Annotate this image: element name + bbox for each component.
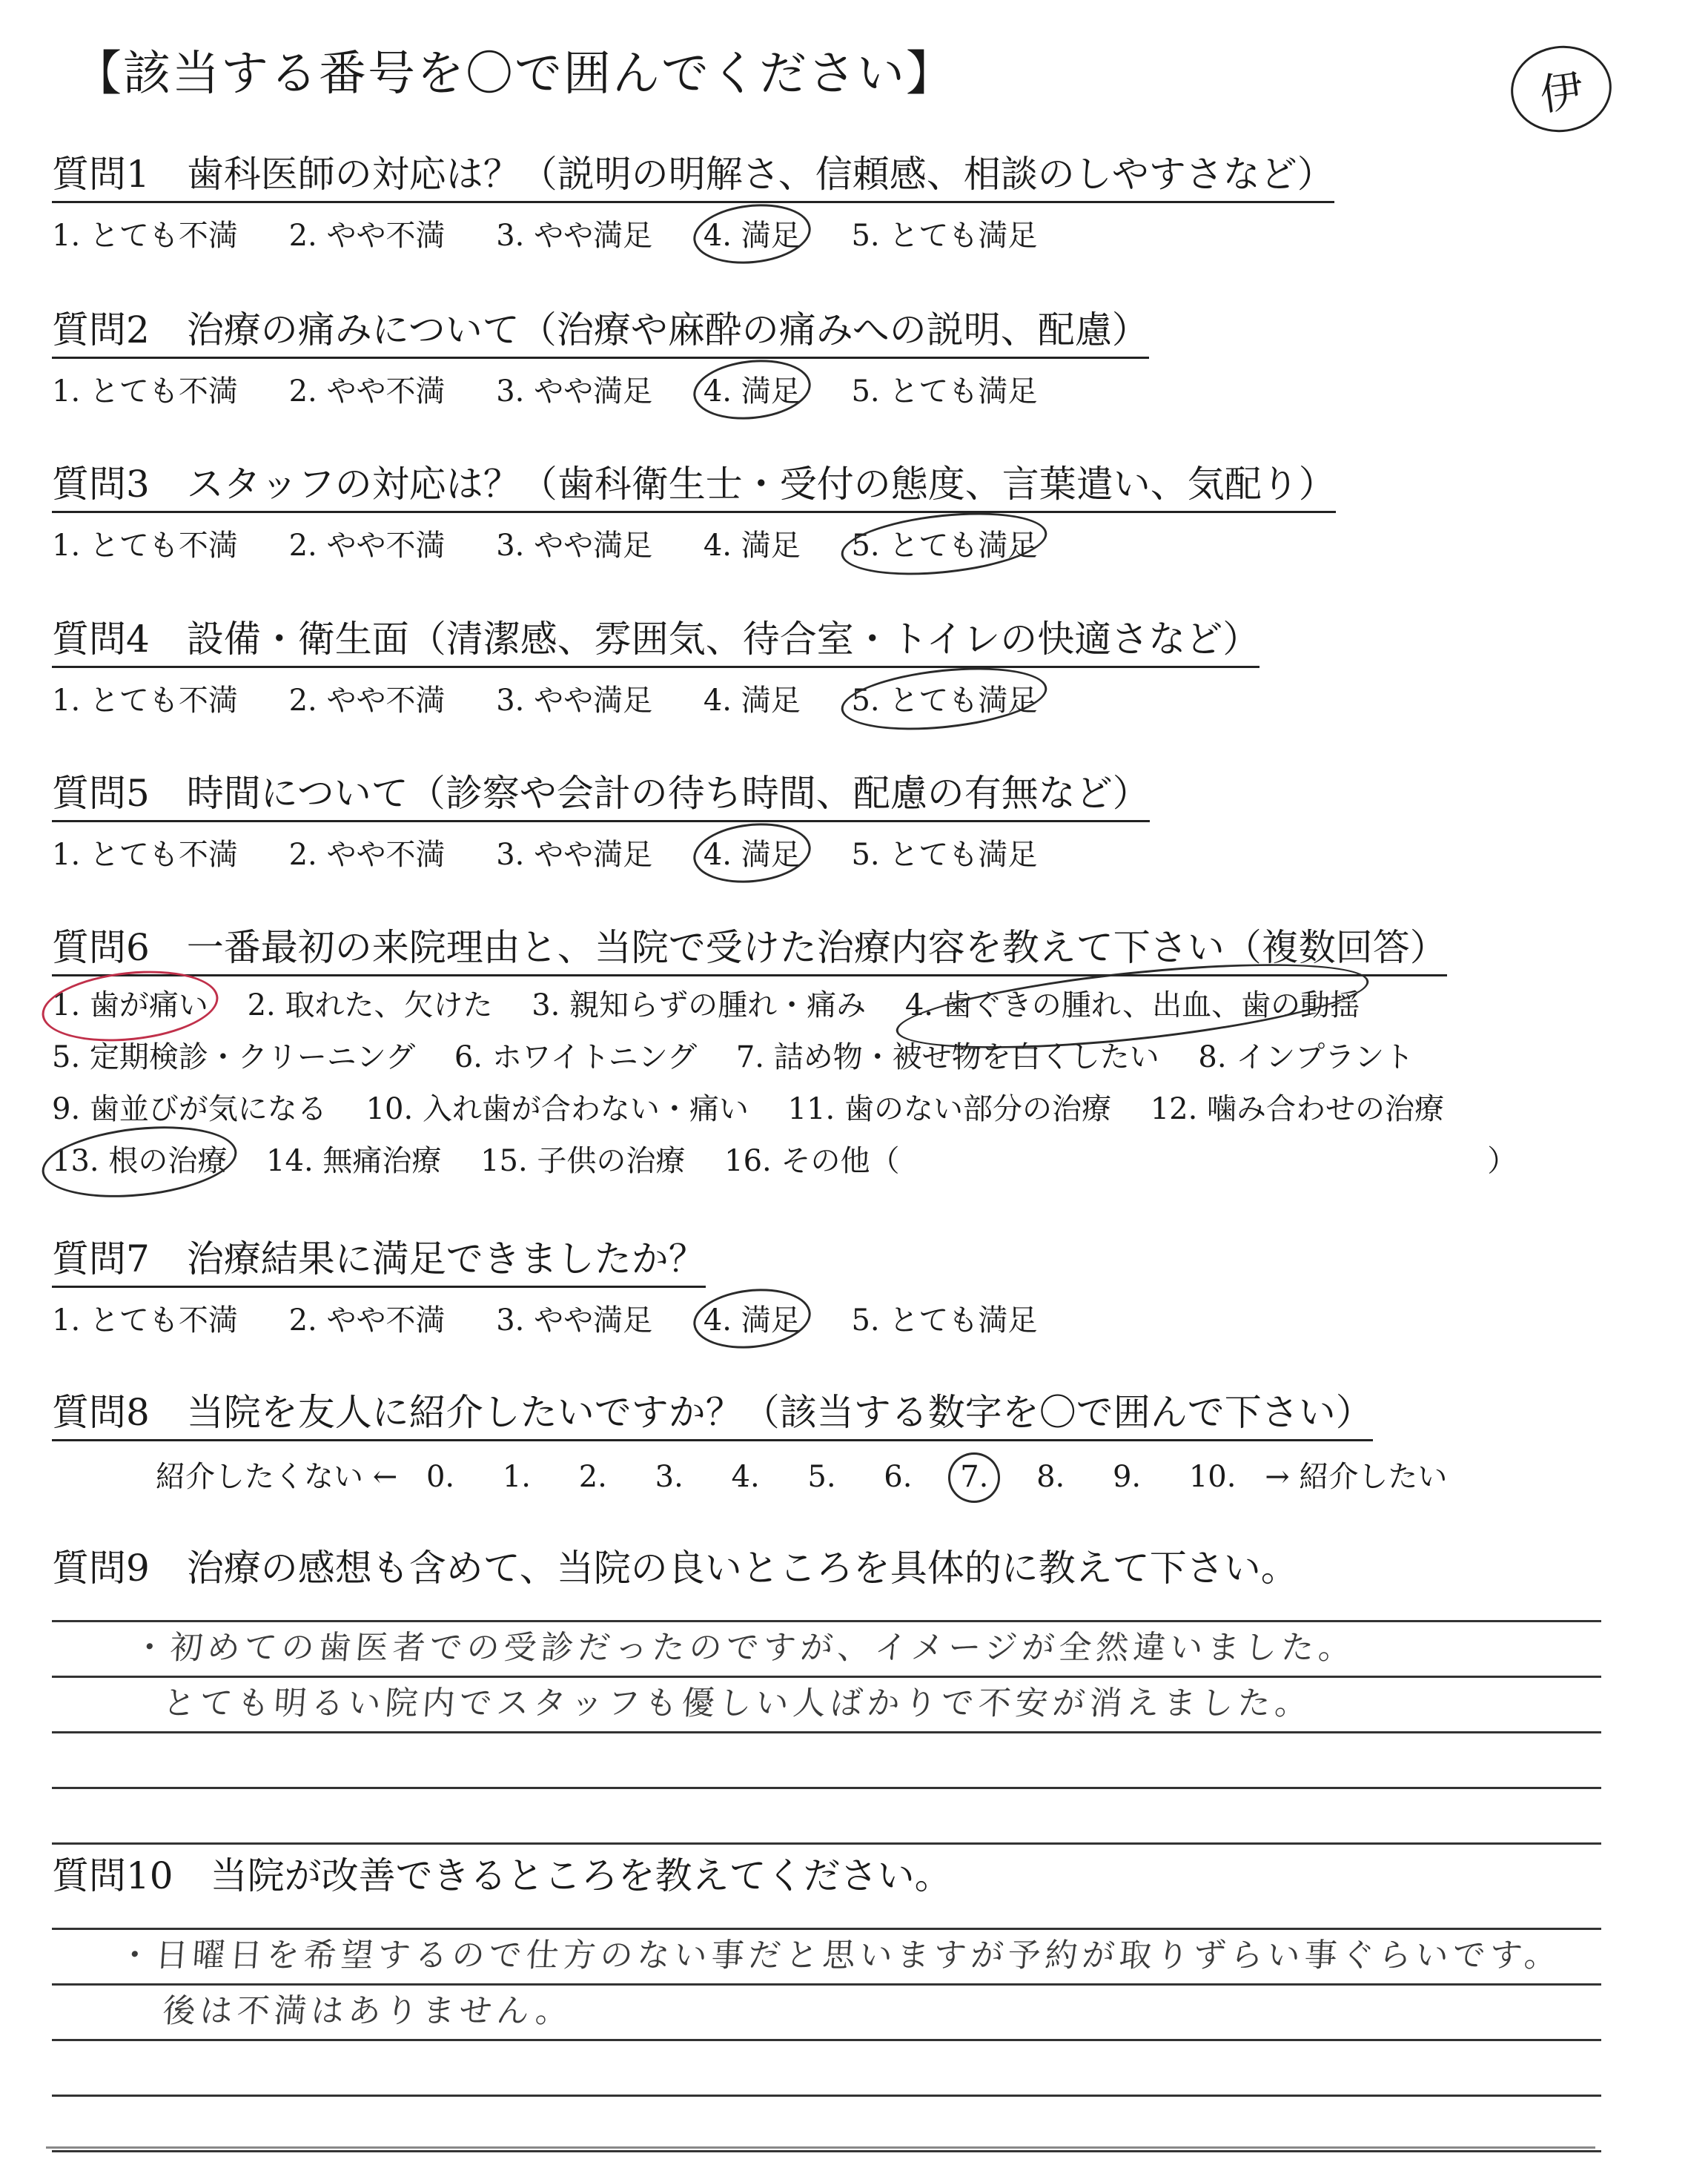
question-title: 質問2 治療の痛みについて（治療や麻酔の痛みへの説明、配慮）: [52, 300, 1149, 359]
option-14[interactable]: 14. 無痛治療: [266, 1144, 442, 1178]
handwritten-answer-line: ・初めての歯医者での受診だったのですが、イメージが全然違いました。: [131, 1629, 1357, 1667]
option-1[interactable]: 1. とても不満: [52, 529, 238, 563]
option-4[interactable]: 4. 満足: [703, 529, 801, 563]
answer-area[interactable]: [52, 1913, 1601, 2152]
option-15[interactable]: 15. 子供の治療: [480, 1144, 686, 1178]
option-4-selected[interactable]: 4. 歯ぐきの腫れ、出血、歯の動揺: [905, 979, 1360, 1031]
question-8: [52, 1383, 1708, 1495]
page-title: 【該当する番号を〇で囲んでください】: [74, 47, 955, 102]
scale-3[interactable]: 3.: [655, 1460, 683, 1494]
question-9: [52, 1538, 1708, 1845]
option-1[interactable]: 1. とても不満: [52, 1303, 238, 1338]
question-7: [52, 1229, 1708, 1339]
question-10: [52, 1846, 1708, 2152]
option-16-other[interactable]: 16. その他（: [724, 1144, 900, 1178]
option-2[interactable]: 2. やや不満: [288, 374, 446, 409]
scale-5[interactable]: 5.: [807, 1460, 836, 1494]
option-4-selected[interactable]: 4. 満足: [704, 368, 801, 410]
other-close-paren: ）: [1487, 1144, 1517, 1178]
option-5[interactable]: 5. とても満足: [851, 374, 1038, 409]
scale-4[interactable]: 4.: [731, 1460, 760, 1494]
scale-9[interactable]: 9.: [1112, 1460, 1142, 1494]
question-3: [52, 454, 1708, 564]
option-4-selected[interactable]: 4. 満足: [704, 212, 801, 254]
handwritten-answer-line: ・日曜日を希望するので仕方のない事だと思いますが予約が取りずらい事ぐらいです。: [116, 1937, 1563, 1974]
question-2: [52, 300, 1708, 410]
option-1[interactable]: 1. とても不満: [52, 219, 238, 253]
option-5-selected[interactable]: 5. とても満足: [851, 677, 1037, 719]
question-6: [52, 918, 1708, 1187]
option-8[interactable]: 8. インプラント: [1198, 1040, 1414, 1074]
option-4-selected[interactable]: 4. 満足: [704, 831, 801, 873]
option-5[interactable]: 5. とても満足: [851, 838, 1038, 872]
scale-right-label: → 紹介したい: [1265, 1460, 1448, 1494]
option-5[interactable]: 5. 定期検診・クリーニング: [52, 1040, 416, 1074]
scale-left-label: 紹介したくない ←: [156, 1460, 398, 1494]
option-1-selected[interactable]: 1. 歯が痛い: [52, 979, 208, 1031]
answer-area[interactable]: [52, 1605, 1601, 1845]
option-9[interactable]: 9. 歯並びが気になる: [52, 1092, 327, 1126]
option-2[interactable]: 2. やや不満: [288, 684, 446, 718]
question-title: 質問6 一番最初の来院理由と、当院で受けた治療内容を教えて下さい（複数回答）: [52, 918, 1447, 976]
scale-7-selected[interactable]: 7.: [960, 1460, 989, 1494]
option-7[interactable]: 7. 詰め物・被せ物を白くしたい: [735, 1040, 1159, 1074]
question-title: 質問1 歯科医師の対応は？（説明の明解さ、信頼感、相談のしやすさなど）: [52, 145, 1334, 203]
question-title: 質問7 治療結果に満足できましたか？: [52, 1229, 706, 1288]
option-3[interactable]: 3. やや満足: [496, 684, 653, 718]
scale-1[interactable]: 1.: [502, 1460, 532, 1494]
question-4: [52, 609, 1708, 719]
option-5[interactable]: 5. とても満足: [851, 1303, 1038, 1338]
name-stamp: 伊: [1506, 39, 1618, 139]
scale-10[interactable]: 10.: [1188, 1460, 1237, 1494]
option-13-selected[interactable]: 13. 根の治療: [52, 1135, 227, 1187]
option-1[interactable]: 1. とても不満: [52, 838, 238, 872]
option-10[interactable]: 10. 入れ歯が合わない・痛い: [365, 1092, 749, 1126]
question-title: 質問9 治療の感想も含めて、当院の良いところを具体的に教えて下さい。: [52, 1547, 1298, 1590]
option-11[interactable]: 11. 歯のない部分の治療: [787, 1092, 1111, 1126]
option-2[interactable]: 2. やや不満: [288, 219, 446, 253]
scale-2[interactable]: 2.: [578, 1460, 607, 1494]
handwritten-answer-line: 後は不満はありません。: [161, 1992, 575, 2030]
question-title: 質問5 時間について（診察や会計の待ち時間、配慮の有無など）: [52, 764, 1150, 822]
question-1: [52, 145, 1708, 254]
option-1[interactable]: 1. とても不満: [52, 684, 238, 718]
question-title: 質問10 当院が改善できるところを教えてください。: [52, 1854, 952, 1897]
option-6[interactable]: 6. ホワイトニング: [454, 1040, 698, 1074]
option-2[interactable]: 2. やや不満: [288, 529, 446, 563]
option-2[interactable]: 2. やや不満: [288, 838, 446, 872]
question-title: 質問3 スタッフの対応は？（歯科衛生士・受付の態度、言葉遣い、気配り）: [52, 454, 1336, 513]
option-3[interactable]: 3. やや満足: [496, 374, 653, 409]
option-12[interactable]: 12. 噛み合わせの治療: [1150, 1092, 1445, 1126]
scale-8[interactable]: 8.: [1036, 1460, 1065, 1494]
question-title: 質問8 当院を友人に紹介したいですか？（該当する数字を〇で囲んで下さい）: [52, 1383, 1373, 1441]
option-2[interactable]: 2. 取れた、欠けた: [247, 988, 493, 1022]
scale-0[interactable]: 0.: [426, 1460, 455, 1494]
question-title: 質問4 設備・衛生面（清潔感、雰囲気、待合室・トイレの快適さなど）: [52, 609, 1260, 668]
option-3[interactable]: 3. やや満足: [496, 1303, 653, 1338]
option-1[interactable]: 1. とても不満: [52, 374, 238, 409]
option-3[interactable]: 3. やや満足: [496, 838, 653, 872]
question-5: [52, 764, 1708, 873]
handwritten-answer-line: とても明るい院内でスタッフも優しい人ばかりで不安が消えました。: [161, 1685, 1314, 1722]
option-4-selected[interactable]: 4. 満足: [704, 1297, 801, 1339]
scale-6[interactable]: 6.: [884, 1460, 913, 1494]
option-4[interactable]: 4. 満足: [703, 684, 801, 718]
option-3[interactable]: 3. やや満足: [496, 529, 653, 563]
option-5-selected[interactable]: 5. とても満足: [851, 522, 1037, 564]
option-5[interactable]: 5. とても満足: [851, 219, 1038, 253]
option-3[interactable]: 3. やや満足: [496, 219, 653, 253]
option-2[interactable]: 2. やや不満: [288, 1303, 446, 1338]
option-3[interactable]: 3. 親知らずの腫れ・痛み: [532, 988, 867, 1022]
